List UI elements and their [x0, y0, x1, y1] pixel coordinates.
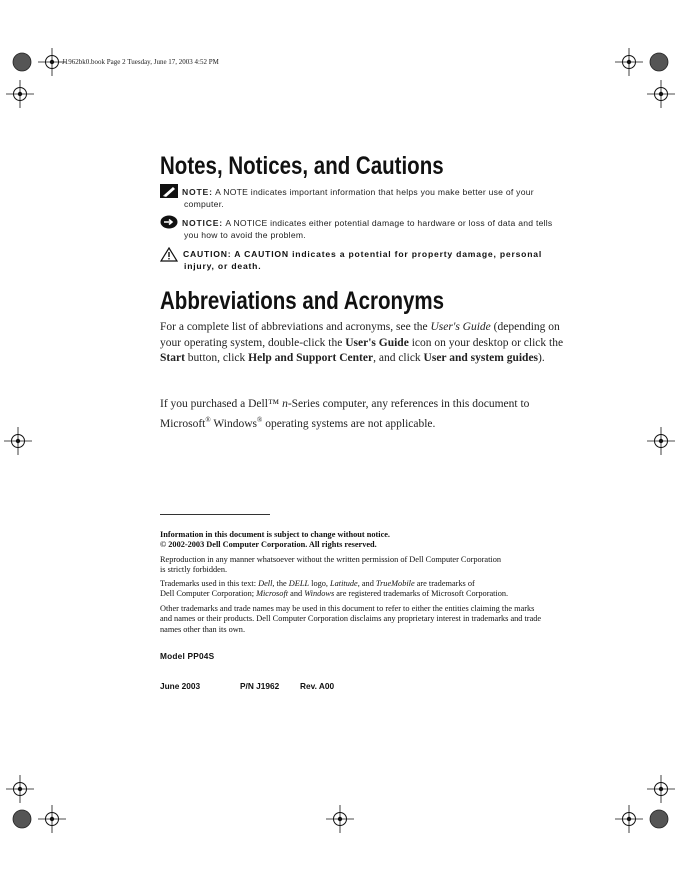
section-title-abbreviations: Abbreviations and Acronyms — [160, 287, 445, 315]
note-block — [160, 186, 580, 210]
users-guide-reference: User's Guide — [430, 321, 491, 333]
registration-mark-bottom-center — [326, 805, 354, 833]
note-text-line1: A NOTE indicates important information that helps you make better use of your — [215, 187, 534, 197]
revision: Rev. A00 — [300, 681, 335, 691]
registration-mark-right-upper — [647, 80, 675, 108]
registration-mark-left-upper — [6, 80, 34, 108]
registration-mark-left-lower — [6, 775, 34, 803]
help-support-center-name: Help and Support Center — [248, 352, 374, 364]
registration-mark-bottom-left — [38, 805, 66, 833]
registration-mark-top-left-fill — [8, 48, 36, 76]
caution-text-line1: CAUTION: A CAUTION indicates a potential for property damage, personal — [183, 249, 543, 259]
reproduction-notice: Reproduction in any manner whatsoever without the written permission of Dell Computer Corporation is strictly forbidden. — [160, 555, 502, 575]
registration-mark-left-middle — [4, 427, 32, 455]
registration-mark-top-right-fill — [645, 48, 673, 76]
registration-mark-bottom-right-fill — [645, 805, 673, 833]
n-series-paragraph: If you purchased a Dell™ n-Series computer, any references in this document to Microsoft® Windows® operating systems are not applicable. — [160, 398, 530, 430]
part-number: P/N J1962 — [240, 681, 280, 691]
notice-label: NOTICE: — [182, 218, 223, 228]
users-guide-icon-name: User's Guide — [345, 336, 409, 349]
print-slug: J1962bk0.book Page 2 Tuesday, June 17, 2003 4:52 PM — [62, 58, 219, 66]
note-text-line2: computer. — [184, 199, 224, 209]
registration-mark-top-right — [615, 48, 643, 76]
legal-notice-bold: Information in this document is subject to change without notice. © 2002-2003 Dell Computer Corporation. All rights reserved. — [160, 530, 391, 550]
note-pencil-icon — [160, 184, 178, 198]
caution-block — [160, 248, 580, 272]
notice-hand-icon — [160, 215, 178, 229]
trademarks-notice: Trademarks used in this text: Dell, the DELL logo, Latitude, and TrueMobile are trademarks of Dell Computer Corporation; Microsoft and Windows are registered trademarks of Microsoft Corporation. — [160, 579, 509, 599]
registration-mark-right-lower — [647, 775, 675, 803]
notice-text-line1: A NOTICE indicates either potential damage to hardware or loss of data and tells — [225, 218, 553, 228]
notice-text-line2: you how to avoid the problem. — [184, 230, 306, 240]
user-system-guides-name: User and system guides — [423, 352, 539, 364]
publication-date: June 2003 — [160, 681, 201, 691]
caution-text-line2: injury, or death. — [184, 261, 262, 271]
abbreviations-paragraph: For a complete list of abbreviations and acronyms, see the User's Guide (depending on your operating system, double-click the User's Guide icon on your desktop or click the Start button, click Help and Support Center, and click User and system guides). — [160, 321, 564, 364]
notice-block — [160, 217, 580, 241]
model-number: Model PP04S — [160, 651, 215, 661]
start-button-name: Start — [160, 352, 185, 364]
caution-triangle-icon — [160, 247, 178, 262]
registration-mark-right-middle — [647, 427, 675, 455]
registration-mark-bottom-right — [615, 805, 643, 833]
section-title-notes: Notes, Notices, and Cautions — [160, 152, 444, 180]
footnote-rule — [160, 514, 270, 515]
note-label: NOTE: — [182, 187, 213, 197]
registration-mark-bottom-left-fill — [8, 805, 36, 833]
other-trademarks-notice: Other trademarks and trade names may be used in this document to refer to either the entities claiming the marks and names or their products. Dell Computer Corporation disclaims any proprietary interest in trademarks and trade names other than its own. — [160, 604, 542, 634]
